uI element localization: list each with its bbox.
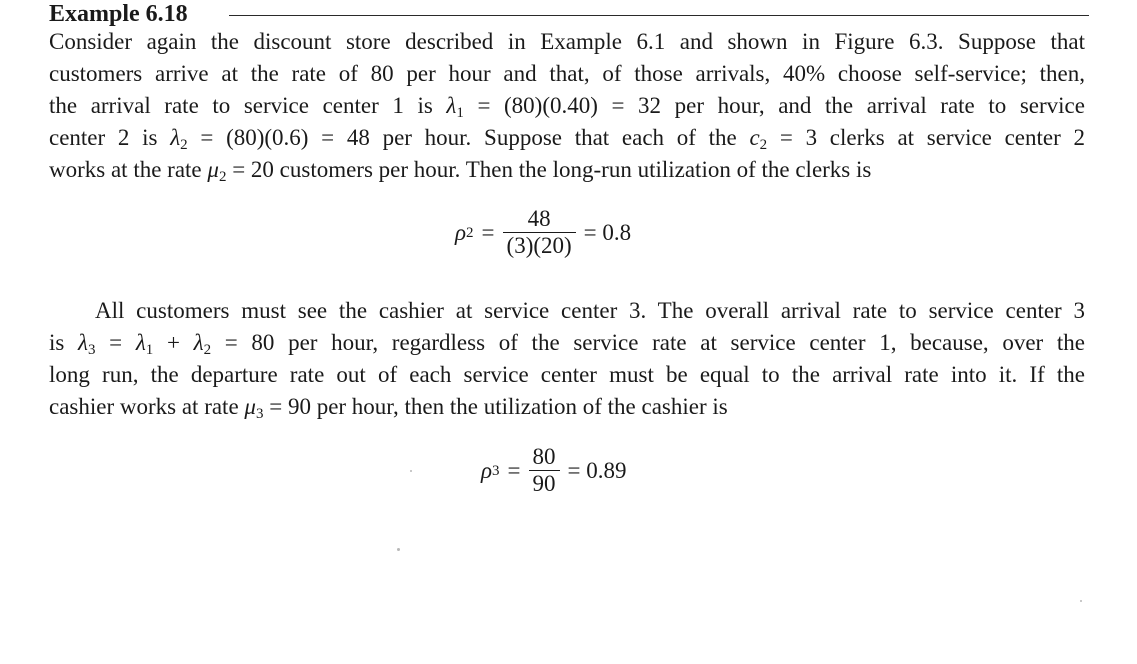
equation-result: = 0.89 <box>567 457 627 483</box>
subscript: 1 <box>145 342 154 358</box>
example-heading-row <box>49 0 1089 28</box>
equation-rho3: ρ 3 = $\frac{80}{90}$ = 0.89 <box>481 444 627 496</box>
subscript: 2 <box>218 169 227 185</box>
text: works at the rate <box>49 157 208 182</box>
paragraph-2-line-1: All customers must see the cashier at service center 3. The overall arrival rate to service center 3 <box>95 298 1085 323</box>
subscript: 3 <box>88 342 96 358</box>
paragraph-1-line-1: Consider again the discount store described in Example 6.1 and shown in Figure 6.3. Suppose that <box>49 29 1085 54</box>
rho-symbol: ρ <box>481 457 493 483</box>
paragraph-2-line-3: long run, the departure rate out of each service center must be equal to the arrival rate into it. If the <box>49 362 1085 387</box>
scan-speck <box>410 470 412 472</box>
equation-result: = 0.8 <box>583 219 632 245</box>
paragraph-2-line-2 <box>49 327 1085 359</box>
lambda-symbol: λ <box>193 330 204 355</box>
text: + <box>153 330 194 355</box>
fraction-denominator: 90 <box>532 471 556 496</box>
subscript: 2 <box>203 342 212 358</box>
subscript: 1 <box>456 105 464 121</box>
equals-sign: = <box>481 219 495 245</box>
lambda-symbol: λ <box>135 330 146 355</box>
text: is <box>49 330 79 355</box>
scan-speck <box>1080 600 1082 602</box>
paragraph-1-line-4 <box>49 122 1085 154</box>
lambda-symbol: λ <box>170 125 181 150</box>
fraction-numerator: 80 <box>532 444 556 469</box>
fraction-numerator: 48 <box>527 206 551 231</box>
equation-rho2: ρ 2 = $\frac{48}{(3)(20)}$ = 0.8 <box>455 206 632 258</box>
mu-symbol: μ <box>207 157 219 182</box>
paragraph-1-line-2: customers arrive at the rate of 80 per hour and that, of those arrivals, 40% choose self-service; then, <box>49 61 1085 86</box>
fraction-denominator: (3)(20) <box>506 233 572 258</box>
c-symbol: c <box>749 125 760 150</box>
paragraph-1-line-3 <box>49 90 1085 122</box>
lambda-symbol: λ <box>446 93 457 118</box>
text: center 2 is <box>49 125 171 150</box>
fraction <box>529 444 560 497</box>
paragraph-2 <box>49 295 1085 423</box>
text: cashier works at rate <box>49 394 245 419</box>
subscript: 2 <box>180 137 188 153</box>
text: = 80 per hour, regardless of the service rate at service center 1, because, over the <box>211 330 1085 355</box>
scan-speck <box>397 548 400 551</box>
text: = 20 customers per hour. Then the long-run utilization of the clerks is <box>226 157 872 182</box>
paragraph-2-line-4 <box>49 391 1085 423</box>
text: the arrival rate to service center 1 is <box>49 93 447 118</box>
example-heading: Example 6.18 <box>49 1 188 27</box>
subscript: 3 <box>255 406 264 422</box>
heading-rule <box>229 15 1089 16</box>
lambda-symbol: λ <box>78 330 88 355</box>
text: = <box>95 330 136 355</box>
text: = (80)(0.40) = 32 per hour, and the arrival rate to service <box>463 93 1085 118</box>
paragraph-1 <box>49 26 1085 186</box>
mu-symbol: μ <box>244 394 256 419</box>
fraction <box>503 206 576 259</box>
paragraph-1-line-5 <box>49 154 1085 186</box>
rho-symbol: ρ <box>455 219 467 245</box>
equals-sign: = <box>507 457 521 483</box>
subscript: 2 <box>759 137 768 153</box>
text: = 90 per hour, then the utilization of the cashier is <box>263 394 728 419</box>
text: = 3 clerks at service center 2 <box>767 125 1085 150</box>
text: = (80)(0.6) = 48 per hour. Suppose that each of the <box>187 125 750 150</box>
